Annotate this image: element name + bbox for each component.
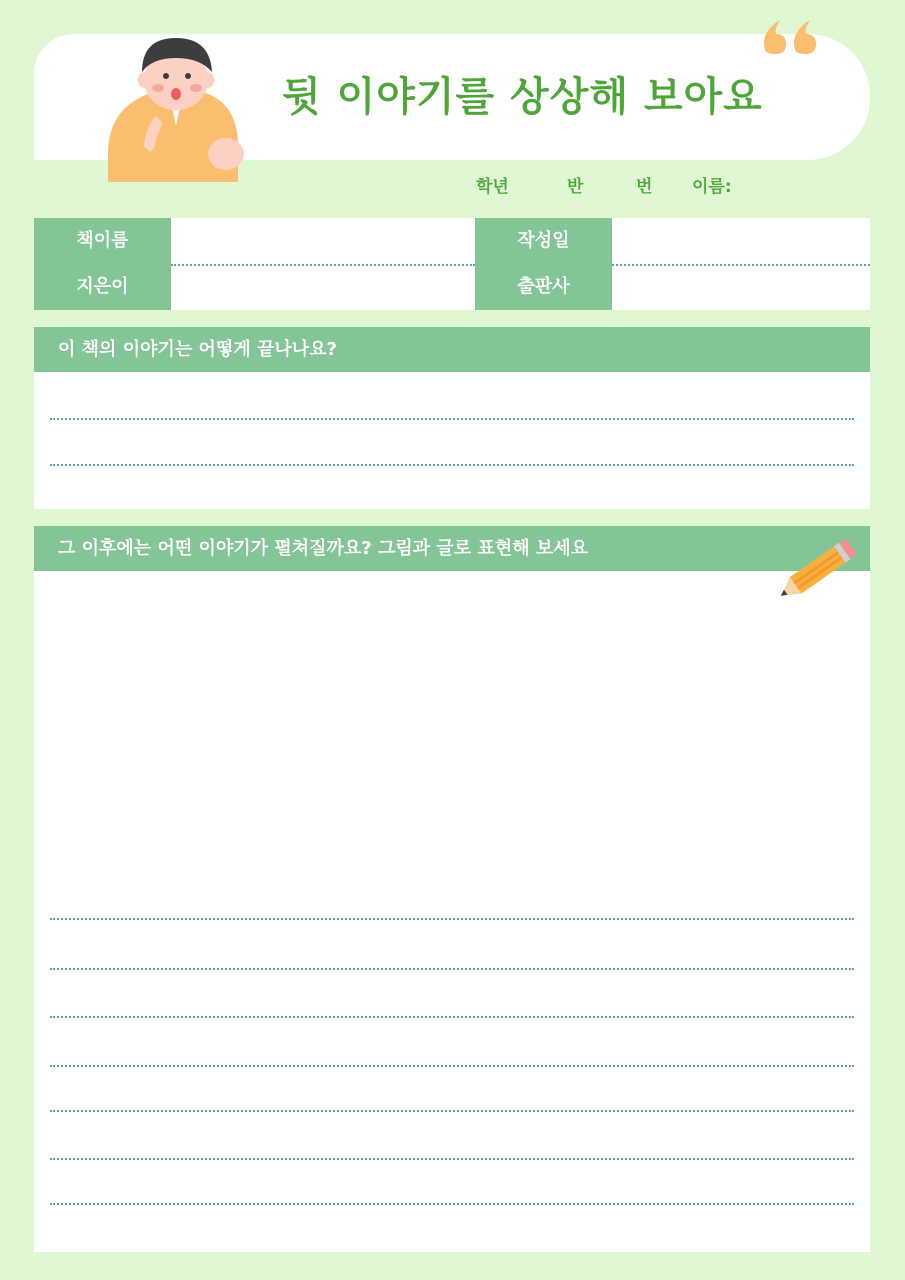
story-write-line[interactable] [50,1110,854,1112]
book-title-field[interactable] [171,218,475,266]
story-write-line[interactable] [50,1158,854,1160]
book-info-table [34,218,870,310]
story-write-line[interactable] [50,968,854,970]
next-story-section [34,526,870,1252]
class-label: 반 [567,177,584,197]
page-title: 뒷 이야기를 상상해 보아요 [282,74,763,120]
ending-section [34,327,870,509]
story-write-line[interactable] [50,1065,854,1067]
story-write-line[interactable] [50,1016,854,1018]
student-info [0,172,905,202]
publisher-field[interactable] [612,266,870,312]
pencil-icon [770,540,860,606]
ending-write-line[interactable] [50,418,854,420]
story-write-line[interactable] [50,918,854,920]
author-label: 지은이 [34,264,171,310]
grade-label: 학년 [476,177,509,197]
date-label: 작성일 [475,218,612,264]
ending-question: 이 책의 이야기는 어떻게 끝나나요? [34,327,870,372]
book-title-label: 책이름 [34,218,171,264]
author-field[interactable] [171,266,475,312]
quote-icon [762,12,826,58]
boy-avatar-icon [104,36,252,182]
ending-write-line[interactable] [50,464,854,466]
name-label: 이름: [692,177,732,197]
story-write-line[interactable] [50,1203,854,1205]
drawing-area[interactable] [34,571,870,911]
date-field[interactable] [612,218,870,266]
publisher-label: 출판사 [475,264,612,310]
next-story-question: 그 이후에는 어떤 이야기가 펼쳐질까요? 그림과 글로 표현해 보세요 [34,526,870,571]
number-label: 번 [636,177,653,197]
